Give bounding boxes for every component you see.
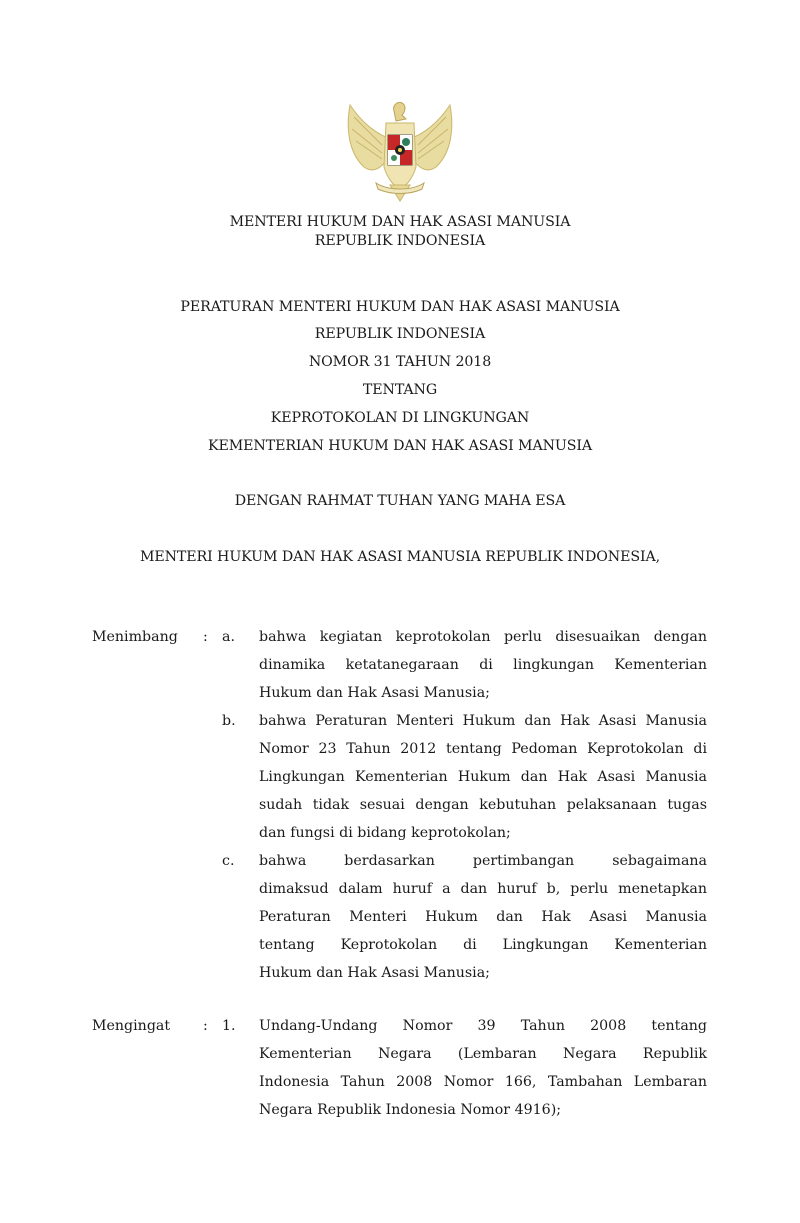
item-line: Lingkungan Kementerian Hukum dan Hak Asasi Manusia: [259, 769, 707, 785]
item-line: bahwa kegiatan keprotokolan perlu disesuaikan dengan: [259, 629, 707, 645]
regulation-title-tentang: TENTANG: [362, 382, 438, 398]
item-line: Hukum dan Hak Asasi Manusia;: [259, 965, 490, 981]
item-line: bahwa Peraturan Menteri Hukum dan Hak Asasi Manusia: [259, 713, 707, 729]
item-line: Peraturan Menteri Hukum dan Hak Asasi Manusia: [259, 909, 707, 925]
item-line: dan fungsi di bidang keprotokolan;: [259, 825, 511, 841]
item-line: dimaksud dalam huruf a dan huruf b, perlu menetapkan: [259, 881, 707, 897]
item-line: Nomor 23 Tahun 2012 tentang Pedoman Keprotokolan di: [259, 741, 707, 757]
item-line: Kementerian Negara (Lembaran Negara Republik: [259, 1046, 707, 1062]
item-line: bahwa berdasarkan pertimbangan sebagaimana: [259, 853, 707, 869]
menimbang-colon: :: [203, 629, 208, 645]
regulation-subject-line1: KEPROTOKOLAN DI LINGKUNGAN: [270, 410, 530, 426]
item-line: Indonesia Tahun 2008 Nomor 166, Tambahan Lembaran: [259, 1074, 707, 1090]
item-marker: b.: [222, 713, 236, 729]
item-line: tentang Keprotokolan di Lingkungan Kementerian: [259, 937, 707, 953]
issuer-statement: MENTERI HUKUM DAN HAK ASASI MANUSIA REPUBLIK INDONESIA,: [139, 549, 661, 565]
item-marker: a.: [222, 629, 235, 645]
issuer-header-line1: MENTERI HUKUM DAN HAK ASASI MANUSIA: [229, 214, 571, 230]
issuer-header-line2: REPUBLIK INDONESIA: [314, 233, 486, 249]
item-line: Hukum dan Hak Asasi Manusia;: [259, 685, 490, 701]
regulation-title-line1: PERATURAN MENTERI HUKUM DAN HAK ASASI MANUSIA: [180, 299, 620, 315]
invocation-text: DENGAN RAHMAT TUHAN YANG MAHA ESA: [234, 493, 566, 509]
item-line: Negara Republik Indonesia Nomor 4916);: [259, 1102, 562, 1118]
item-line: dinamika ketatanegaraan di lingkungan Kementerian: [259, 657, 707, 673]
item-marker: c.: [222, 853, 235, 869]
menimbang-label: Menimbang: [92, 629, 178, 645]
mengingat-colon: :: [203, 1018, 208, 1034]
regulation-number: NOMOR 31 TAHUN 2018: [308, 354, 492, 370]
item-marker: 1.: [222, 1018, 236, 1034]
regulation-title-line2: REPUBLIK INDONESIA: [314, 326, 486, 342]
item-line: sudah tidak sesuai dengan kebutuhan pelaksanaan tugas: [259, 797, 707, 813]
regulation-subject-line2: KEMENTERIAN HUKUM DAN HAK ASASI MANUSIA: [207, 438, 593, 454]
item-line: Undang-Undang Nomor 39 Tahun 2008 tentang: [259, 1018, 707, 1034]
mengingat-label: Mengingat: [92, 1018, 171, 1034]
garuda-emblem-icon: [342, 97, 458, 205]
